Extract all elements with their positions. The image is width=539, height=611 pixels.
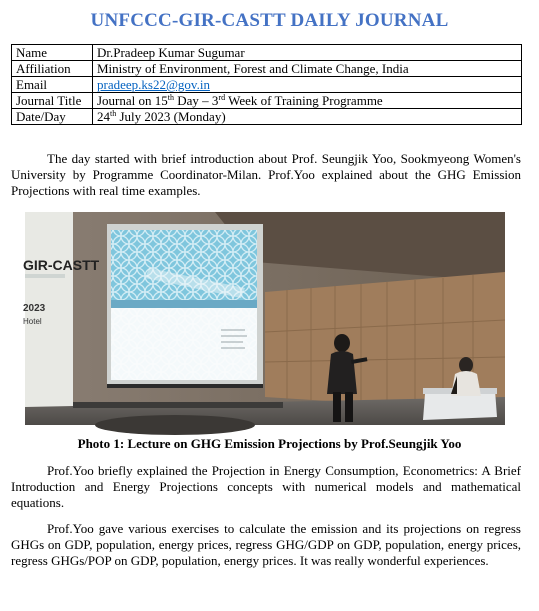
info-row-affiliation [12, 61, 522, 77]
email-label: Email [12, 77, 93, 93]
email-cell [93, 77, 522, 93]
date-suffix: July 2023 (Monday) [116, 109, 226, 124]
date-label: Date/Day [12, 109, 93, 125]
name-label: Name [12, 45, 93, 61]
paragraph-projection [11, 463, 521, 511]
lecture-photo [25, 212, 505, 425]
date-sup: th [110, 109, 117, 118]
paragraph-projection-text: Prof.Yoo briefly explained the Projection in Energy Consumption, Econometrics: A Brief Introduction and Energy Projections concepts with numerical models and mathematical equations. [11, 463, 521, 510]
journal-title-prefix: Journal on 15 [97, 93, 168, 108]
journal-title-sup-day: th [167, 93, 175, 102]
photo-caption: Photo 1: Lecture on GHG Emission Projections by Prof.Seungjik Yoo [77, 436, 462, 451]
journal-title-suffix: Week of Training Programme [225, 93, 383, 108]
info-row-date [12, 109, 522, 125]
journal-title-value [93, 93, 522, 109]
banner-line-1: GIR-CASTT [23, 257, 100, 273]
journal-title-sup-week: rd [218, 93, 226, 102]
date-value [93, 109, 522, 125]
paragraph-intro [11, 151, 521, 199]
affiliation-label: Affiliation [12, 61, 93, 77]
paragraph-exercises [11, 521, 521, 569]
info-table [11, 44, 522, 125]
date-prefix: 24 [97, 109, 110, 124]
name-value: Dr.Pradeep Kumar Sugumar [93, 45, 522, 61]
page-title: UNFCCC-GIR-CASTT DAILY JOURNAL [90, 10, 449, 31]
journal-title-mid: Day – 3 [174, 93, 219, 108]
affiliation-value: Ministry of Environment, Forest and Climate Change, India [93, 61, 522, 77]
paragraph-exercises-text: Prof.Yoo gave various exercises to calculate the emission and its projections on regress GHGs on GDP, population, energy prices, regress GHG/GDP on GDP, population, energy prices, regress GHGs/POP on GDP, population, energy prices. It was really wonderful experiences. [11, 521, 521, 568]
banner-line-2: 2023 [23, 303, 46, 314]
paragraph-intro-text: The day started with brief introduction about Prof. Seungjik Yoo, Sookmyeong Women's University by Programme Coordinator-Milan. Prof.Yoo explained about the GHG Emission Projections with real time examples. [11, 151, 521, 198]
info-row-name [12, 45, 522, 61]
info-row-email [12, 77, 522, 93]
info-row-journal-title [12, 93, 522, 109]
journal-title-label: Journal Title [12, 93, 93, 109]
lecture-photo-illustration [25, 212, 505, 425]
email-link[interactable]: pradeep.ks22@gov.in [97, 77, 210, 92]
banner-line-3: Hotel [23, 317, 42, 326]
